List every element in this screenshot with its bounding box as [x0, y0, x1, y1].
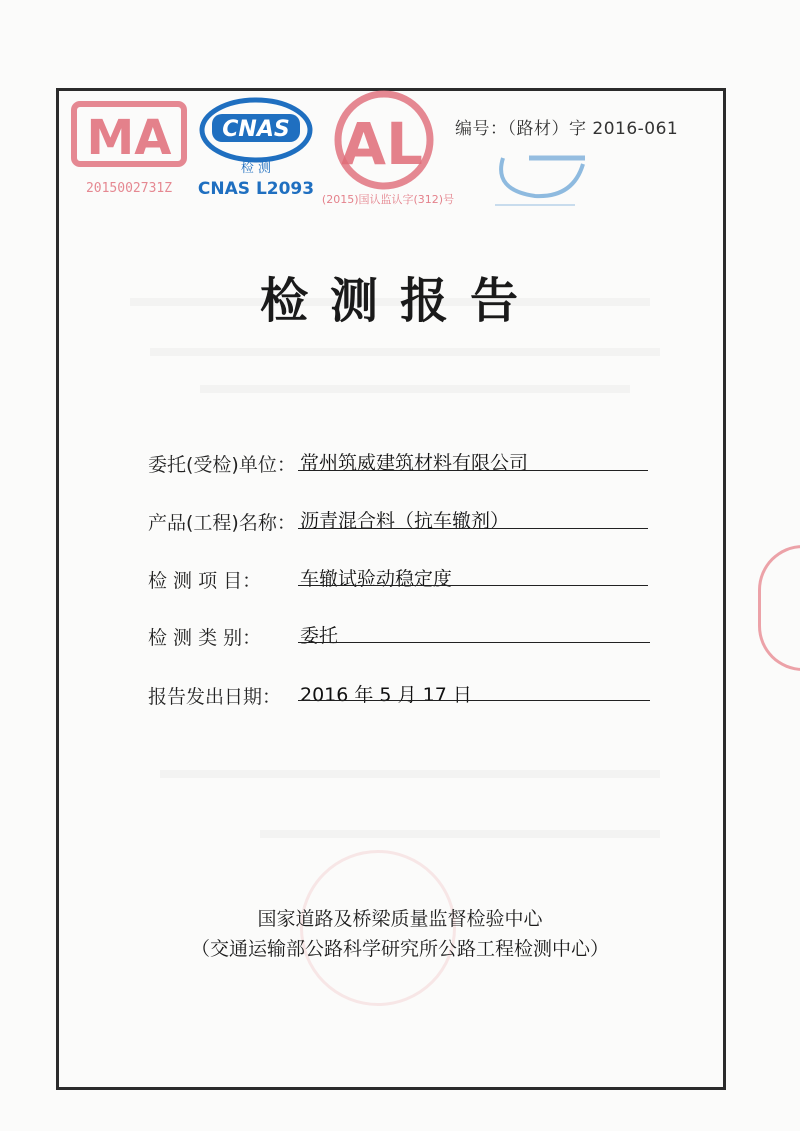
- product-underline: [298, 528, 648, 529]
- cnas-seal-sub: 检 测: [240, 161, 272, 176]
- product-label: 产品(工程)名称：: [148, 512, 296, 534]
- test-category-underline: [298, 642, 650, 643]
- test-item-value: 车辙试验动稳定度: [300, 568, 453, 590]
- cal-seal-letters: AL: [341, 110, 423, 178]
- client-label: 委托(受检)单位：: [148, 454, 296, 476]
- edge-seal: [758, 545, 800, 671]
- bleed-through: [150, 348, 660, 356]
- bleed-through: [260, 830, 660, 838]
- test-category-value: 委托: [300, 625, 339, 647]
- client-underline: [298, 470, 648, 471]
- bleed-through: [160, 770, 660, 778]
- cnas-seal-badge: CNAS: [222, 117, 290, 142]
- test-item-underline: [298, 585, 648, 586]
- cal-seal-text: (2015)国认监认字(312)号: [321, 193, 455, 206]
- report-number: 编号：（路材）字 2016-061: [455, 119, 679, 139]
- cma-seal-letters: MA: [86, 110, 172, 166]
- issue-date-value: 2016 年 5 月 17 日: [300, 684, 472, 706]
- bleed-through: [200, 385, 630, 393]
- cnas-seal: [198, 92, 318, 204]
- issue-date-label: 报告发出日期：: [148, 686, 282, 708]
- document-title: 检测报告: [259, 273, 540, 329]
- product-value: 沥青混合料（抗车辙剂）: [300, 510, 510, 532]
- cma-seal: [70, 100, 190, 200]
- issue-date-underline: [298, 700, 650, 701]
- test-category-label: 检 测 类 别：: [148, 627, 262, 649]
- cnas-seal-code: CNAS L2093: [197, 179, 315, 199]
- test-item-label: 检 测 项 目：: [148, 570, 262, 592]
- cal-seal: [318, 92, 468, 210]
- issuing-center-affiliation: （交通运输部公路科学研究所公路工程检测中心）: [190, 938, 609, 960]
- client-value: 常州筑威建筑材料有限公司: [300, 452, 529, 474]
- blue-seal: [485, 150, 595, 212]
- cma-seal-number: 2015002731Z: [85, 181, 173, 196]
- issuing-center-name: 国家道路及桥梁质量监督检验中心: [257, 908, 543, 930]
